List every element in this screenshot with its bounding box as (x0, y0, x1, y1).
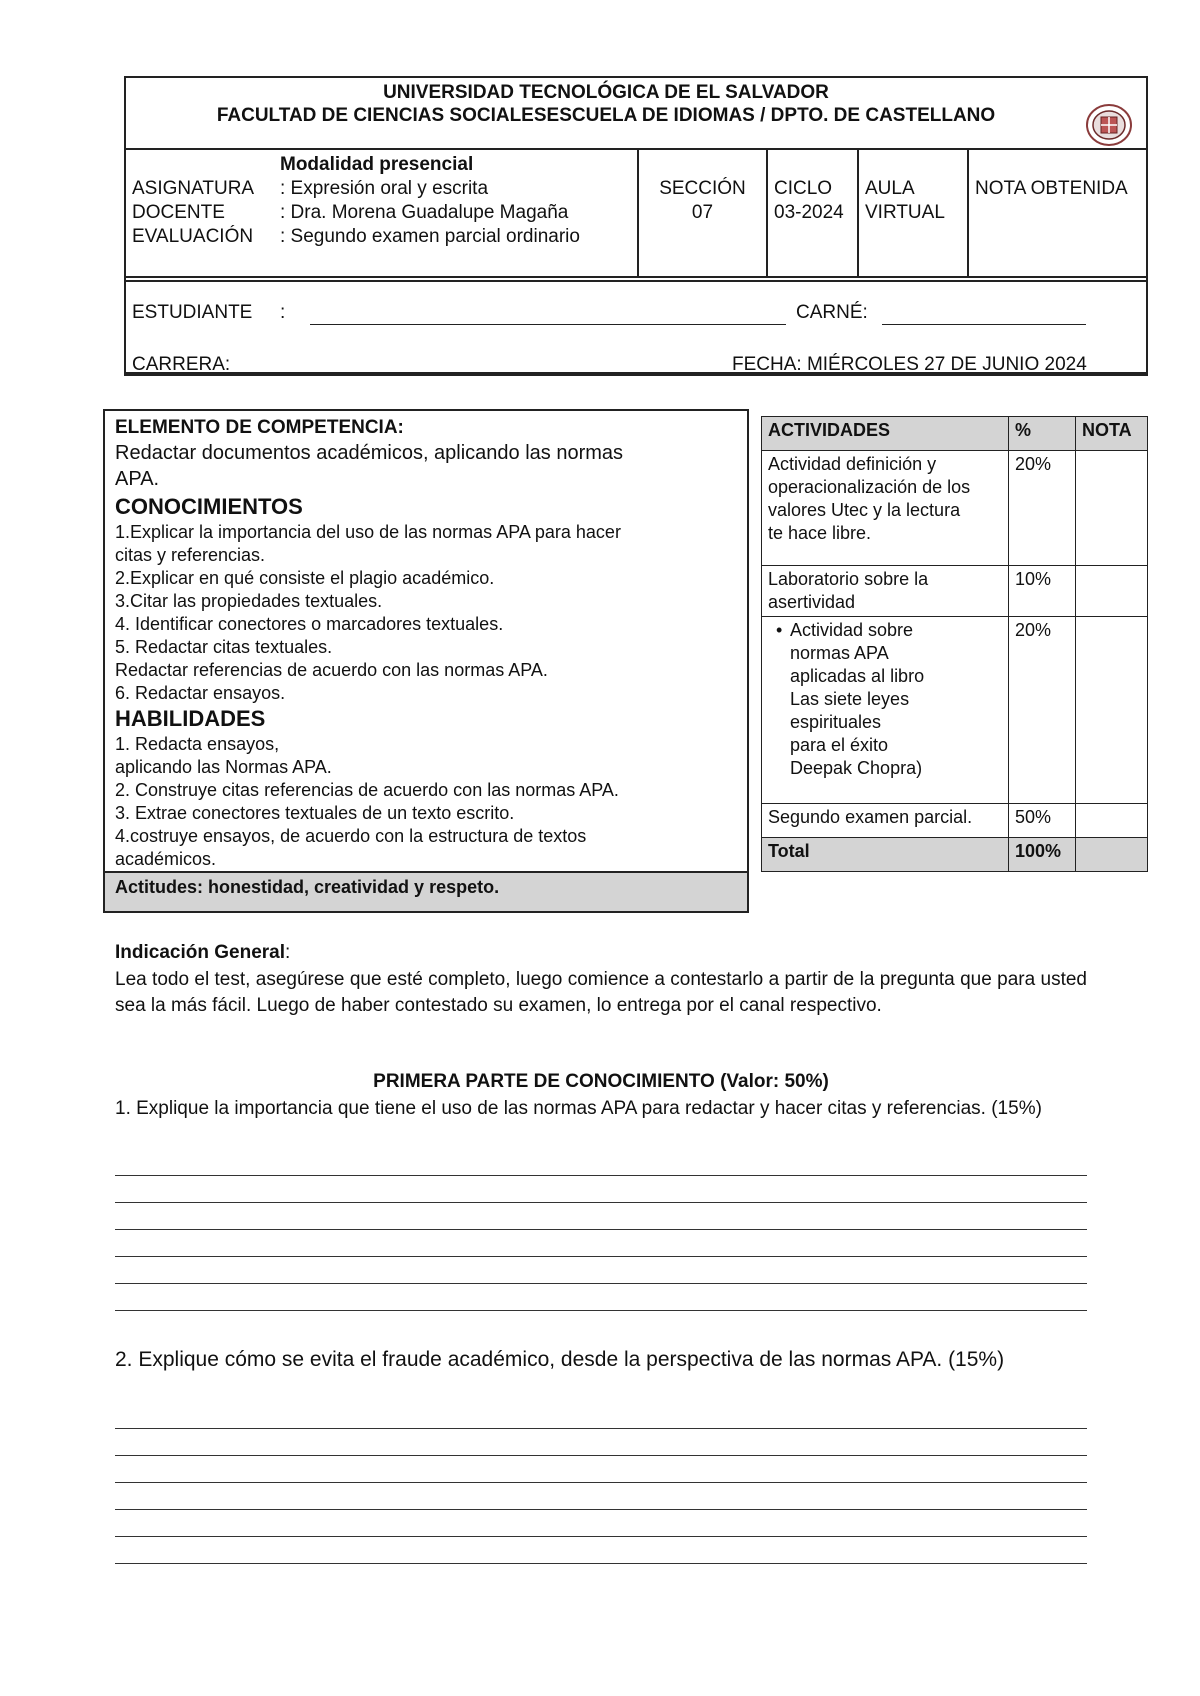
estudiante-label: ESTUDIANTE (132, 302, 253, 323)
answer-line[interactable] (115, 1256, 1087, 1257)
docente-label: DOCENTE (132, 202, 225, 223)
estudiante-input-line[interactable] (310, 324, 786, 325)
habilidades-heading: HABILIDADES (115, 706, 266, 731)
conocimiento-item: 4. Identificar conectores o marcadores textuales. (115, 614, 504, 634)
table-row (762, 617, 1148, 804)
pct-cell: 20% (1009, 617, 1076, 804)
carne-label: CARNÉ: (796, 302, 868, 323)
actividad-line-text: Actividad sobre (790, 620, 914, 640)
col-actividades: ACTIVIDADES (762, 417, 1009, 451)
habilidad-item: 4.costruye ensayos, de acuerdo con la estructura de textos (115, 826, 587, 846)
actividad-line: valores Utec y la lectura (768, 500, 961, 520)
seccion-label: SECCIÓN (659, 178, 746, 199)
answer-line[interactable] (115, 1455, 1087, 1456)
aula-value: VIRTUAL (865, 202, 945, 223)
conocimiento-item: 3.Citar las propiedades textuales. (115, 591, 383, 611)
actividad-cell (762, 566, 1009, 617)
conocimiento-item: 2.Explicar en qué consiste el plagio académico. (115, 568, 495, 588)
conocimiento-item: citas y referencias. (115, 545, 266, 565)
table-row (762, 451, 1148, 566)
actividad-line: normas APA (790, 643, 889, 663)
answer-line[interactable] (115, 1229, 1087, 1230)
question-2: 2. Explique cómo se evita el fraude académico, desde la perspectiva de las normas APA. (15%) (115, 1348, 1005, 1371)
nota-cell[interactable] (1076, 804, 1148, 838)
seccion-value: 07 (691, 202, 714, 223)
asignatura-label: ASIGNATURA (132, 178, 255, 199)
actividad-cell: Segundo examen parcial. (762, 804, 1009, 838)
indicacion-colon: : (285, 942, 291, 963)
conocimiento-item: 6. Redactar ensayos. (115, 683, 286, 703)
habilidad-item: 2. Construye citas referencias de acuerdo con las normas APA. (115, 780, 619, 800)
carne-input-line[interactable] (882, 324, 1086, 325)
actividad-line: te hace libre. (768, 523, 872, 543)
habilidad-item: aplicando las Normas APA. (115, 757, 332, 777)
competencia-box (103, 409, 749, 913)
evaluacion-label: EVALUACIÓN (132, 226, 254, 247)
docente-value: : Dra. Morena Guadalupe Magaña (280, 202, 569, 223)
habilidad-item: académicos. (115, 849, 217, 869)
aula-label: AULA (865, 178, 915, 199)
actividad-line: Laboratorio sobre la (768, 569, 929, 589)
col-nota: NOTA (1076, 417, 1148, 451)
conocimiento-item: Redactar referencias de acuerdo con las normas APA. (115, 660, 548, 680)
faculty-name: FACULTAD DE CIENCIAS SOCIALESESCUELA DE IDIOMAS / DPTO. DE CASTELLANO (216, 105, 996, 126)
actividad-line: espirituales (790, 712, 882, 732)
question-1: 1. Explique la importancia que tiene el uso de las normas APA para redactar y hacer citas y referencias. (15%) (115, 1098, 1042, 1119)
pct-cell: 50% (1009, 804, 1076, 838)
parte1-title: PRIMERA PARTE DE CONOCIMIENTO (Valor: 50%) (373, 1071, 829, 1092)
answer-line[interactable] (115, 1310, 1087, 1311)
evaluacion-value: : Segundo examen parcial ordinario (280, 226, 580, 247)
asignatura-value: : Expresión oral y escrita (280, 178, 489, 199)
conocimiento-item: 1.Explicar la importancia del uso de las normas APA para hacer (115, 522, 621, 542)
actividad-line: Las siete leyes (790, 689, 910, 709)
actividad-line: asertividad (768, 592, 856, 612)
university-name: UNIVERSIDAD TECNOLÓGICA DE EL SALVADOR (383, 82, 829, 103)
competencia-title: ELEMENTO DE COMPETENCIA: (115, 417, 404, 438)
actividades-table (761, 416, 1148, 872)
actividad-line: aplicadas al libro (790, 666, 925, 686)
ciclo-label: CICLO (774, 178, 833, 199)
indicacion-title: Indicación General (115, 942, 285, 963)
actividad-cell (762, 451, 1009, 566)
answer-line[interactable] (115, 1283, 1087, 1284)
answer-line[interactable] (115, 1202, 1087, 1203)
conocimiento-item: 5. Redactar citas textuales. (115, 637, 333, 657)
estudiante-colon: : (280, 302, 286, 323)
modalidad-label: Modalidad presencial (280, 154, 474, 175)
actividad-line: operacionalización de los (768, 477, 971, 497)
answer-line[interactable] (115, 1509, 1087, 1510)
table-total-row (762, 838, 1148, 872)
total-nota (1076, 838, 1148, 872)
fecha-text: FECHA: MIÉRCOLES 27 DE JUNIO 2024 (732, 354, 1087, 375)
actividad-line (776, 619, 1002, 642)
answer-line[interactable] (115, 1482, 1087, 1483)
ciclo-value: 03-2024 (774, 202, 844, 223)
answer-line[interactable] (115, 1175, 1087, 1176)
nota-obtenida-label: NOTA OBTENIDA (975, 178, 1128, 199)
nota-cell[interactable] (1076, 451, 1148, 566)
habilidad-item: 1. Redacta ensayos, (115, 734, 280, 754)
answer-line[interactable] (115, 1563, 1087, 1564)
carrera-label: CARRERA: (132, 354, 231, 375)
conocimientos-heading: CONOCIMIENTOS (115, 494, 303, 519)
pct-cell: 20% (1009, 451, 1076, 566)
actividad-line: Actividad definición y (768, 454, 937, 474)
actividad-cell (762, 617, 1009, 804)
answer-line[interactable] (115, 1536, 1087, 1537)
university-crest-icon (1084, 102, 1134, 148)
bullet-icon: • (776, 620, 783, 640)
nota-cell[interactable] (1076, 566, 1148, 617)
total-pct: 100% (1009, 838, 1076, 872)
col-pct: % (1009, 417, 1076, 451)
actividad-line: Deepak Chopra) (790, 758, 923, 778)
table-header-row (762, 417, 1148, 451)
answer-line[interactable] (115, 1428, 1087, 1429)
total-label: Total (762, 838, 1009, 872)
indicacion-text: Lea todo el test, asegúrese que esté completo, luego comience a contestarlo a partir de la pregunta que para usted sea la más fácil. Luego de haber contestado su examen, lo entrega por el canal respectivo. (115, 969, 1087, 1016)
pct-cell: 10% (1009, 566, 1076, 617)
exam-header (124, 76, 1148, 376)
actividad-line: para el éxito (790, 735, 889, 755)
table-row (762, 566, 1148, 617)
indicacion-heading (115, 942, 290, 964)
table-row (762, 804, 1148, 838)
actitudes-row: Actitudes: honestidad, creatividad y respeto. (105, 871, 747, 911)
habilidad-item: 3. Extrae conectores textuales de un texto escrito. (115, 803, 515, 823)
nota-cell[interactable] (1076, 617, 1148, 804)
competencia-desc: Redactar documentos académicos, aplicando las normas (115, 442, 624, 464)
competencia-desc: APA. (115, 468, 160, 490)
